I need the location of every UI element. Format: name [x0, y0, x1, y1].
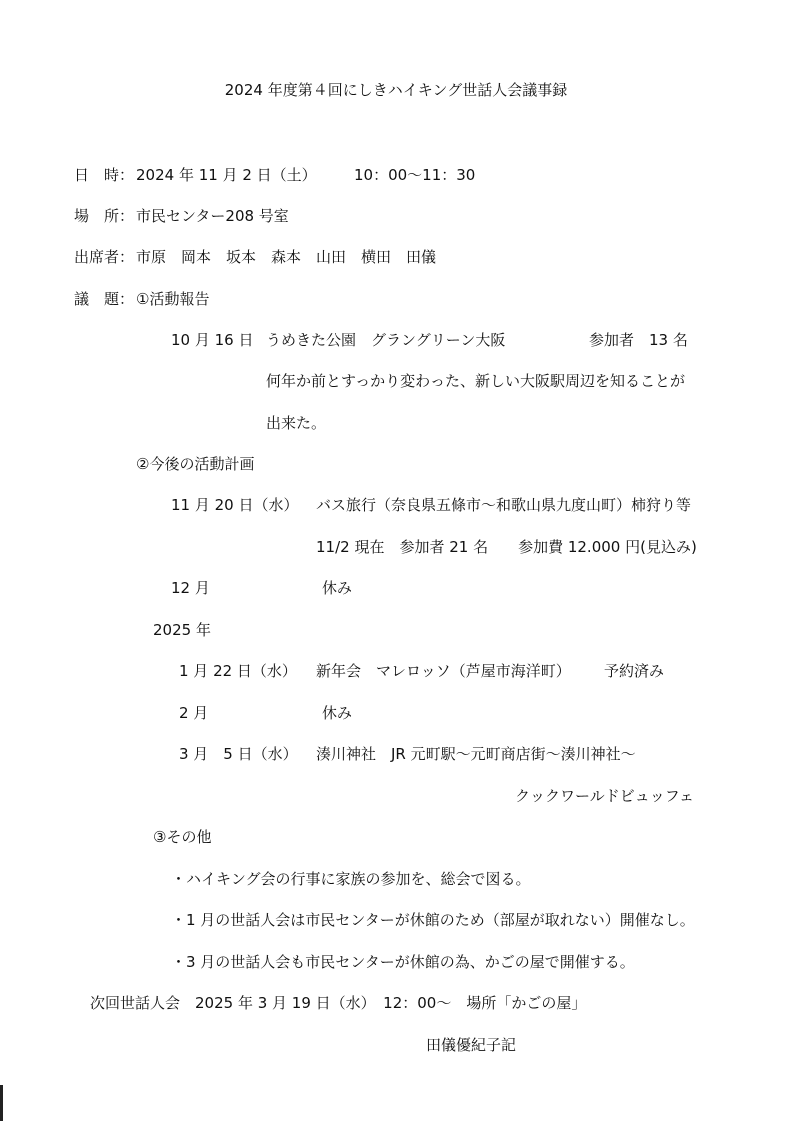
- attendees-list: 市原 岡本 坂本 森本 山田 横田 田儀: [136, 248, 437, 266]
- report-event: うめきた公園 グラングリーン大阪: [266, 331, 506, 349]
- report-comment-line1: 何年か前とすっかり変わった、新しい大阪駅周辺を知ることが: [266, 372, 685, 390]
- plan-feb-event: 休み: [322, 704, 353, 722]
- plan-mar-date: 3 月 5 日（水）: [179, 745, 298, 763]
- plan-jan-date: 1 月 22 日（水）: [179, 662, 297, 680]
- plan-feb-month: 2 月: [179, 704, 209, 722]
- date-label: 日 時：: [74, 166, 135, 184]
- plan-jan-event: 新年会 マレロッソ（芦屋市海洋町）: [316, 662, 571, 680]
- recorder-signature: 田儀優紀子記: [426, 1036, 517, 1054]
- plan-heading: ②今後の活動計画: [136, 455, 255, 473]
- scan-edge-mark: [0, 1085, 3, 1121]
- plan-nov-status: 11/2 現在 参加者 21 名 参加費 12.000 円(見込み): [316, 538, 697, 556]
- plan-year: 2025 年: [153, 621, 211, 639]
- meeting-time: 10：00～11：30: [354, 166, 476, 184]
- next-meeting: 次回世話人会 2025 年 3 月 19 日（水） 12：00～ 場所「かごの屋」: [90, 994, 587, 1012]
- other-item: ・ハイキング会の行事に家族の参加を、総会で図る。: [171, 870, 531, 888]
- plan-nov-date: 11 月 20 日（水）: [171, 496, 299, 514]
- agenda-label: 議 題：: [74, 290, 135, 308]
- report-comment-line2: 出来た。: [266, 414, 327, 432]
- report-date: 10 月 16 日: [171, 331, 254, 349]
- place-label: 場 所：: [74, 207, 135, 225]
- plan-nov-event: バス旅行（奈良県五條市～和歌山県九度山町）柿狩り等: [316, 496, 692, 514]
- plan-mar-event: 湊川神社 JR 元町駅～元町商店街～湊川神社～: [316, 745, 636, 763]
- attendees-label: 出席者：: [74, 248, 135, 266]
- plan-dec-event: 休み: [322, 579, 353, 597]
- meeting-date: 2024 年 11 月 2 日（土）: [136, 166, 317, 184]
- report-participants: 参加者 13 名: [589, 331, 688, 349]
- other-item: ・3 月の世話人会も市民センターが休館の為、かごの屋で開催する。: [171, 953, 635, 971]
- plan-dec-month: 12 月: [171, 579, 210, 597]
- plan-jan-status: 予約済み: [604, 662, 665, 680]
- meeting-place: 市民センター208 号室: [136, 207, 289, 225]
- report-heading: ①活動報告: [136, 290, 210, 308]
- plan-mar-event-cont: クックワールドビュッフェ: [515, 787, 694, 805]
- document-title: 2024 年度第４回にしきハイキング世話人会議事録: [224, 81, 568, 99]
- other-heading: ③その他: [153, 828, 212, 846]
- other-item: ・1 月の世話人会は市民センターが休館のため（部屋が取れない）開催なし。: [171, 911, 695, 929]
